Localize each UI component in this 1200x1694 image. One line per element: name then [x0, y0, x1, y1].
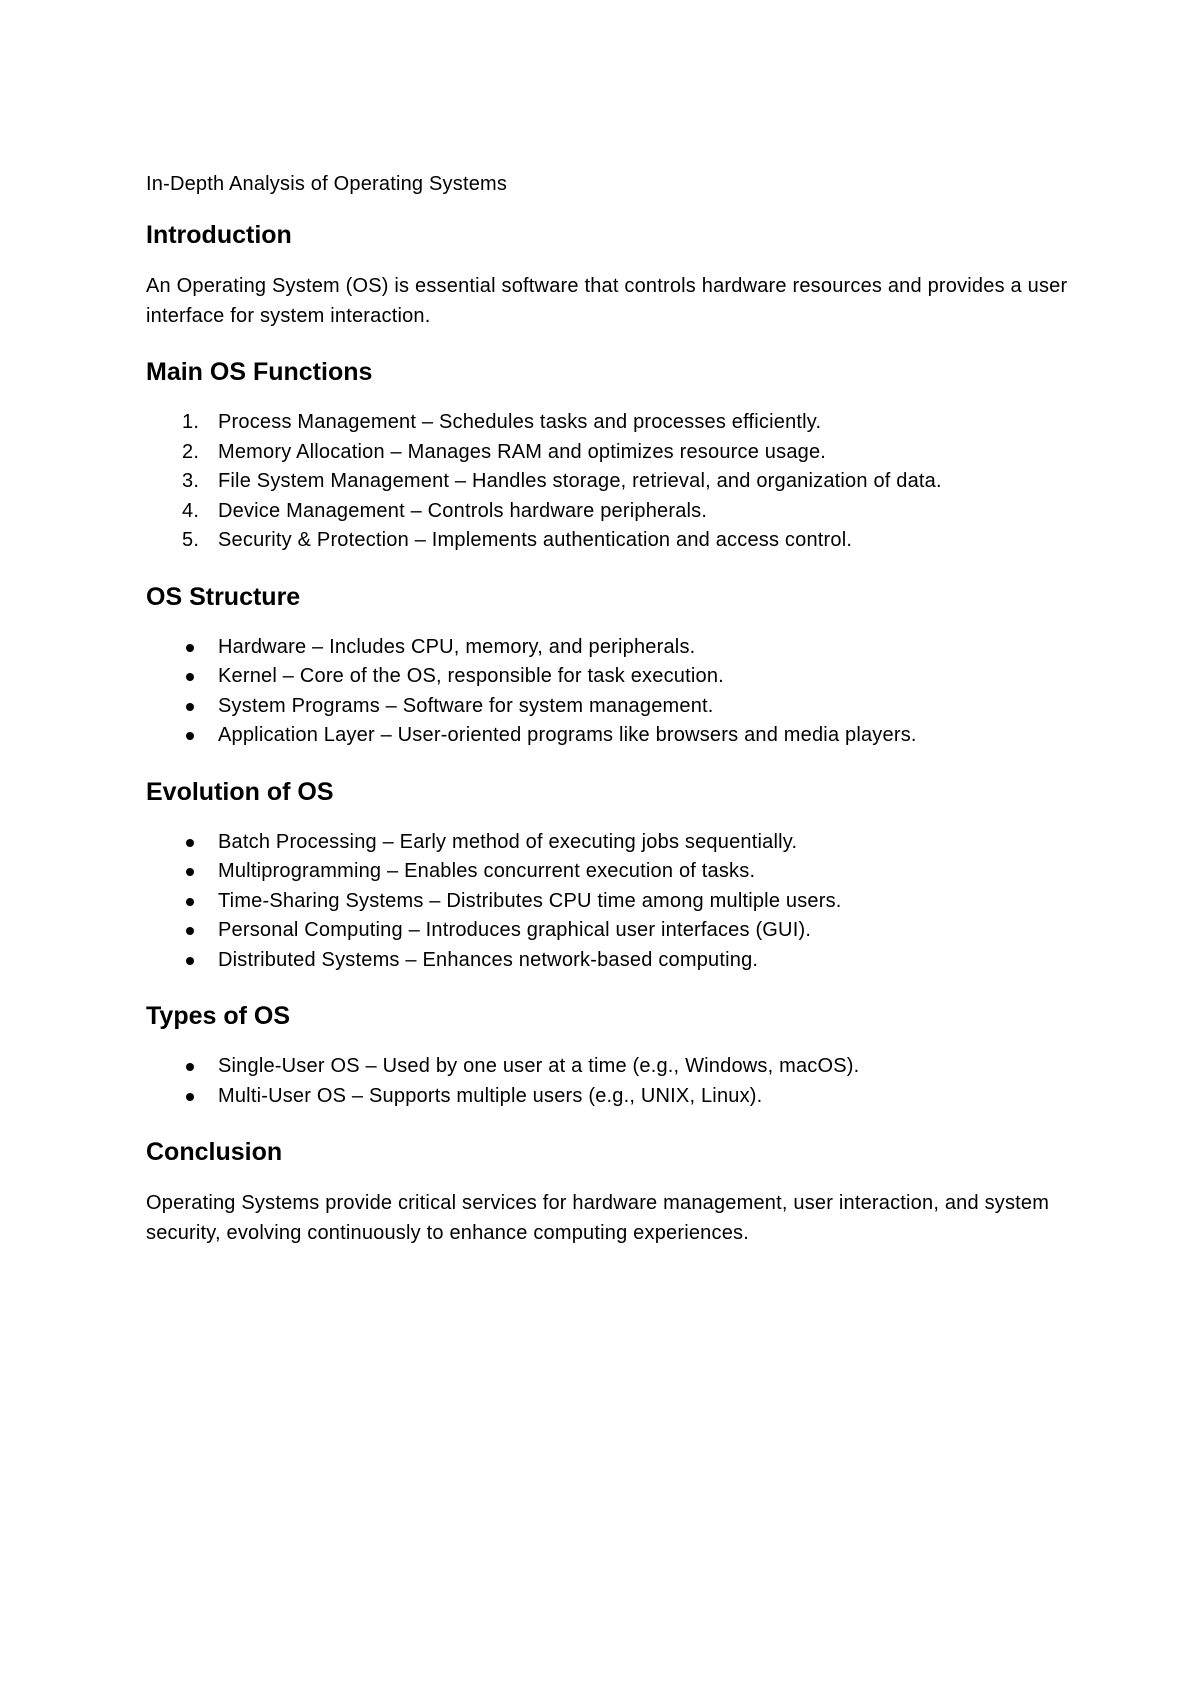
conclusion-paragraph: Operating Systems provide critical services for hardware management, user interaction, and system security, evolving continuously to enhance computing experiences.: [146, 1192, 1050, 1244]
list-item: [146, 692, 1086, 722]
bullet-icon: [186, 957, 194, 965]
bullet-icon: [186, 927, 194, 935]
list-item: [146, 857, 1086, 887]
bullet-icon: [186, 839, 194, 847]
section-heading-introduction: Introduction: [146, 221, 292, 249]
list-item-text: Batch Processing – Early method of executing jobs sequentially.: [218, 830, 798, 853]
list-item: [146, 438, 1086, 468]
list-item-text: System Programs – Software for system management.: [218, 694, 714, 717]
list-item: [146, 497, 1086, 527]
bullet-icon: [186, 898, 194, 906]
list-item-text: Time-Sharing Systems – Distributes CPU time among multiple users.: [218, 889, 842, 912]
list-item-text: Personal Computing – Introduces graphical user interfaces (GUI).: [218, 919, 812, 941]
list-item-text: Single-User OS – Used by one user at a time (e.g., Windows, macOS).: [218, 1055, 860, 1077]
list-item: [146, 916, 1086, 946]
list-item-text: Security & Protection – Implements authentication and access control.: [218, 529, 853, 551]
document-title: In-Depth Analysis of Operating Systems: [146, 173, 508, 195]
section-heading-types: Types of OS: [146, 1002, 291, 1030]
list-number: 3.: [182, 470, 200, 492]
types-list: [146, 1052, 1086, 1111]
document-page: [146, 170, 1086, 1274]
bullet-icon: [186, 703, 194, 711]
list-item-text: Distributed Systems – Enhances network-based computing.: [218, 948, 759, 971]
list-item-text: Multi-User OS – Supports multiple users (e.g., UNIX, Linux).: [218, 1084, 763, 1107]
section-heading-functions: Main OS Functions: [146, 358, 373, 386]
section-heading-structure: OS Structure: [146, 582, 301, 611]
list-item: [146, 633, 1086, 663]
list-item: [146, 467, 1086, 497]
list-item-text: Application Layer – User-oriented programs like browsers and media players.: [218, 724, 917, 746]
list-item: [146, 946, 1086, 976]
list-item: [146, 887, 1086, 917]
list-item: [146, 1052, 1086, 1082]
bullet-icon: [186, 1093, 194, 1101]
list-item: [146, 828, 1086, 858]
list-number: 5.: [182, 529, 200, 551]
list-item: [146, 408, 1086, 438]
list-item: [146, 1082, 1086, 1112]
bullet-icon: [186, 732, 194, 740]
list-item-text: Device Management – Controls hardware peripherals.: [218, 499, 708, 522]
list-number: 2.: [182, 440, 200, 463]
bullet-icon: [186, 673, 194, 681]
introduction-paragraph: An Operating System (OS) is essential software that controls hardware resources and provides a user interface for system interaction.: [146, 275, 1068, 327]
list-item-text: Hardware – Includes CPU, memory, and peripherals.: [218, 635, 696, 658]
structure-list: [146, 633, 1086, 751]
list-number: 1.: [182, 411, 200, 433]
bullet-icon: [186, 868, 194, 876]
section-heading-conclusion: Conclusion: [146, 1138, 283, 1166]
list-item-text: File System Management – Handles storage, retrieval, and organization of data.: [218, 470, 942, 492]
list-item-text: Multiprogramming – Enables concurrent execution of tasks.: [218, 860, 756, 882]
section-heading-evolution: Evolution of OS: [146, 777, 334, 806]
list-item: [146, 526, 1086, 556]
list-item-text: Kernel – Core of the OS, responsible for task execution.: [218, 665, 724, 687]
list-number: 4.: [182, 499, 200, 522]
list-item-text: Process Management – Schedules tasks and processes efficiently.: [218, 411, 822, 433]
list-item: [146, 662, 1086, 692]
bullet-icon: [186, 1063, 194, 1071]
evolution-list: [146, 828, 1086, 976]
list-item-text: Memory Allocation – Manages RAM and optimizes resource usage.: [218, 440, 827, 463]
list-item: [146, 721, 1086, 751]
bullet-icon: [186, 644, 194, 652]
functions-list: [146, 408, 1086, 556]
